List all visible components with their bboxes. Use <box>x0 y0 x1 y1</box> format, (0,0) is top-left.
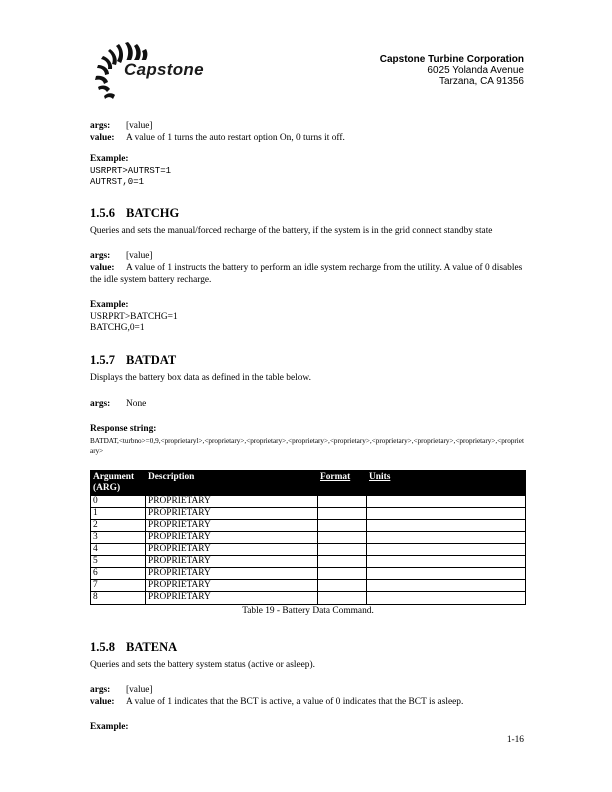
capstone-logo <box>90 38 225 108</box>
cell-units <box>367 544 526 556</box>
cell-format <box>318 519 367 531</box>
header-argument: Argument (ARG) <box>91 470 146 495</box>
table-caption: Table 19 - Battery Data Command. <box>242 605 374 616</box>
example-line: USRPRT>AUTRST=1 <box>90 165 172 176</box>
section-number: 1.5.8 <box>90 639 115 654</box>
response-string: BATDAT,<turbno>=0,9,<proprietaryl>,<proprietary>,<proprietary>,<proprietary>,<proprietary>,<proprietary>,<proprietary>,<proprietary>,<proprietary> <box>90 436 524 455</box>
table-row <box>91 580 526 592</box>
batchg-args <box>90 251 526 263</box>
cell-units <box>367 556 526 568</box>
value-label: value: <box>90 262 115 273</box>
cell-argument: 0 <box>91 495 146 507</box>
table-header-row <box>91 470 526 495</box>
args-value: [value] <box>126 685 153 696</box>
cell-argument: 3 <box>91 532 146 544</box>
args-label: args: <box>90 398 111 409</box>
section-number: 1.5.7 <box>90 352 115 367</box>
cell-format <box>318 568 367 580</box>
batena-description: Queries and sets the battery system status (active or asleep). <box>90 659 315 670</box>
table-row <box>91 568 526 580</box>
cell-units <box>367 592 526 604</box>
example-label: Example: <box>90 154 129 165</box>
section-heading-batena <box>90 640 526 655</box>
logo-wordmark: Capstone <box>124 60 204 79</box>
cell-format <box>318 592 367 604</box>
battery-data-table <box>90 470 526 605</box>
cell-format <box>318 544 367 556</box>
cell-argument: 1 <box>91 507 146 519</box>
value-label: value: <box>90 132 115 143</box>
table-row <box>91 495 526 507</box>
table-body <box>91 495 526 604</box>
batena-value <box>90 697 526 709</box>
batdat-args <box>90 399 526 411</box>
company-name: Capstone Turbine Corporation <box>379 54 524 65</box>
section-title: BATENA <box>126 639 178 654</box>
cell-format <box>318 495 367 507</box>
table-row <box>91 544 526 556</box>
section-number: 1.5.6 <box>90 205 115 220</box>
batena-args <box>90 685 526 697</box>
cell-description: PROPRIETARY <box>146 592 318 604</box>
table-row <box>91 519 526 531</box>
header-format: Format <box>318 470 367 495</box>
example-line: BATCHG,0=1 <box>90 323 145 334</box>
cell-argument: 8 <box>91 592 146 604</box>
cell-format <box>318 580 367 592</box>
value-label: value: <box>90 696 115 707</box>
section-heading-batdat <box>90 353 526 368</box>
address-line-1: 6025 Yolanda Avenue <box>427 65 524 76</box>
header-units: Units <box>367 470 526 495</box>
response-label: Response string: <box>90 424 157 435</box>
cell-argument: 6 <box>91 568 146 580</box>
content <box>90 121 526 734</box>
batchg-description: Queries and sets the manual/forced recharge of the battery, if the system is in the grid connect standby state <box>90 225 493 236</box>
args-value: [value] <box>126 121 153 131</box>
example-label: Example: <box>90 722 129 733</box>
cell-argument: 2 <box>91 519 146 531</box>
cell-format <box>318 532 367 544</box>
args-value: [value] <box>126 251 153 262</box>
cell-description: PROPRIETARY <box>146 556 318 568</box>
cell-argument: 4 <box>91 544 146 556</box>
page-number: 1-16 <box>506 735 524 745</box>
cell-description: PROPRIETARY <box>146 544 318 556</box>
autrst-value <box>90 133 526 145</box>
cell-format <box>318 507 367 519</box>
args-label: args: <box>90 251 111 262</box>
args-value: None <box>126 398 147 409</box>
example-label: Example: <box>90 300 129 311</box>
autrst-args <box>90 121 526 133</box>
cell-units <box>367 580 526 592</box>
example-line: AUTRST,0=1 <box>90 176 145 187</box>
address-line-2: Tarzana, CA 91356 <box>438 76 524 87</box>
args-label: args: <box>90 685 111 696</box>
section-title: BATCHG <box>126 205 180 220</box>
batdat-description: Displays the battery box data as defined in the table below. <box>90 372 311 383</box>
company-address-block <box>380 54 524 87</box>
table-row <box>91 592 526 604</box>
cell-description: PROPRIETARY <box>146 568 318 580</box>
section-title: BATDAT <box>126 352 177 367</box>
cell-argument: 5 <box>91 556 146 568</box>
cell-units <box>367 532 526 544</box>
cell-description: PROPRIETARY <box>146 495 318 507</box>
header-description: Description <box>146 470 318 495</box>
args-label: args: <box>90 121 111 131</box>
cell-description: PROPRIETARY <box>146 507 318 519</box>
cell-units <box>367 495 526 507</box>
cell-units <box>367 519 526 531</box>
cell-description: PROPRIETARY <box>146 532 318 544</box>
cell-argument: 7 <box>91 580 146 592</box>
batchg-value <box>90 263 526 286</box>
table-row <box>91 532 526 544</box>
section-heading-batchg <box>90 206 526 221</box>
cell-units <box>367 568 526 580</box>
example-line: USRPRT>BATCHG=1 <box>90 311 178 322</box>
cell-format <box>318 556 367 568</box>
table-row <box>91 507 526 519</box>
cell-description: PROPRIETARY <box>146 580 318 592</box>
cell-units <box>367 507 526 519</box>
value-text: A value of 1 instructs the battery to perform an idle system recharge from the utility. A value of 0 disables the idle system battery recharge. <box>90 262 523 285</box>
cell-description: PROPRIETARY <box>146 519 318 531</box>
value-text: A value of 1 indicates that the BCT is active, a value of 0 indicates that the BCT is asleep. <box>126 696 464 707</box>
table-row <box>91 556 526 568</box>
value-text: A value of 1 turns the auto restart option On, 0 turns it off. <box>126 132 345 143</box>
